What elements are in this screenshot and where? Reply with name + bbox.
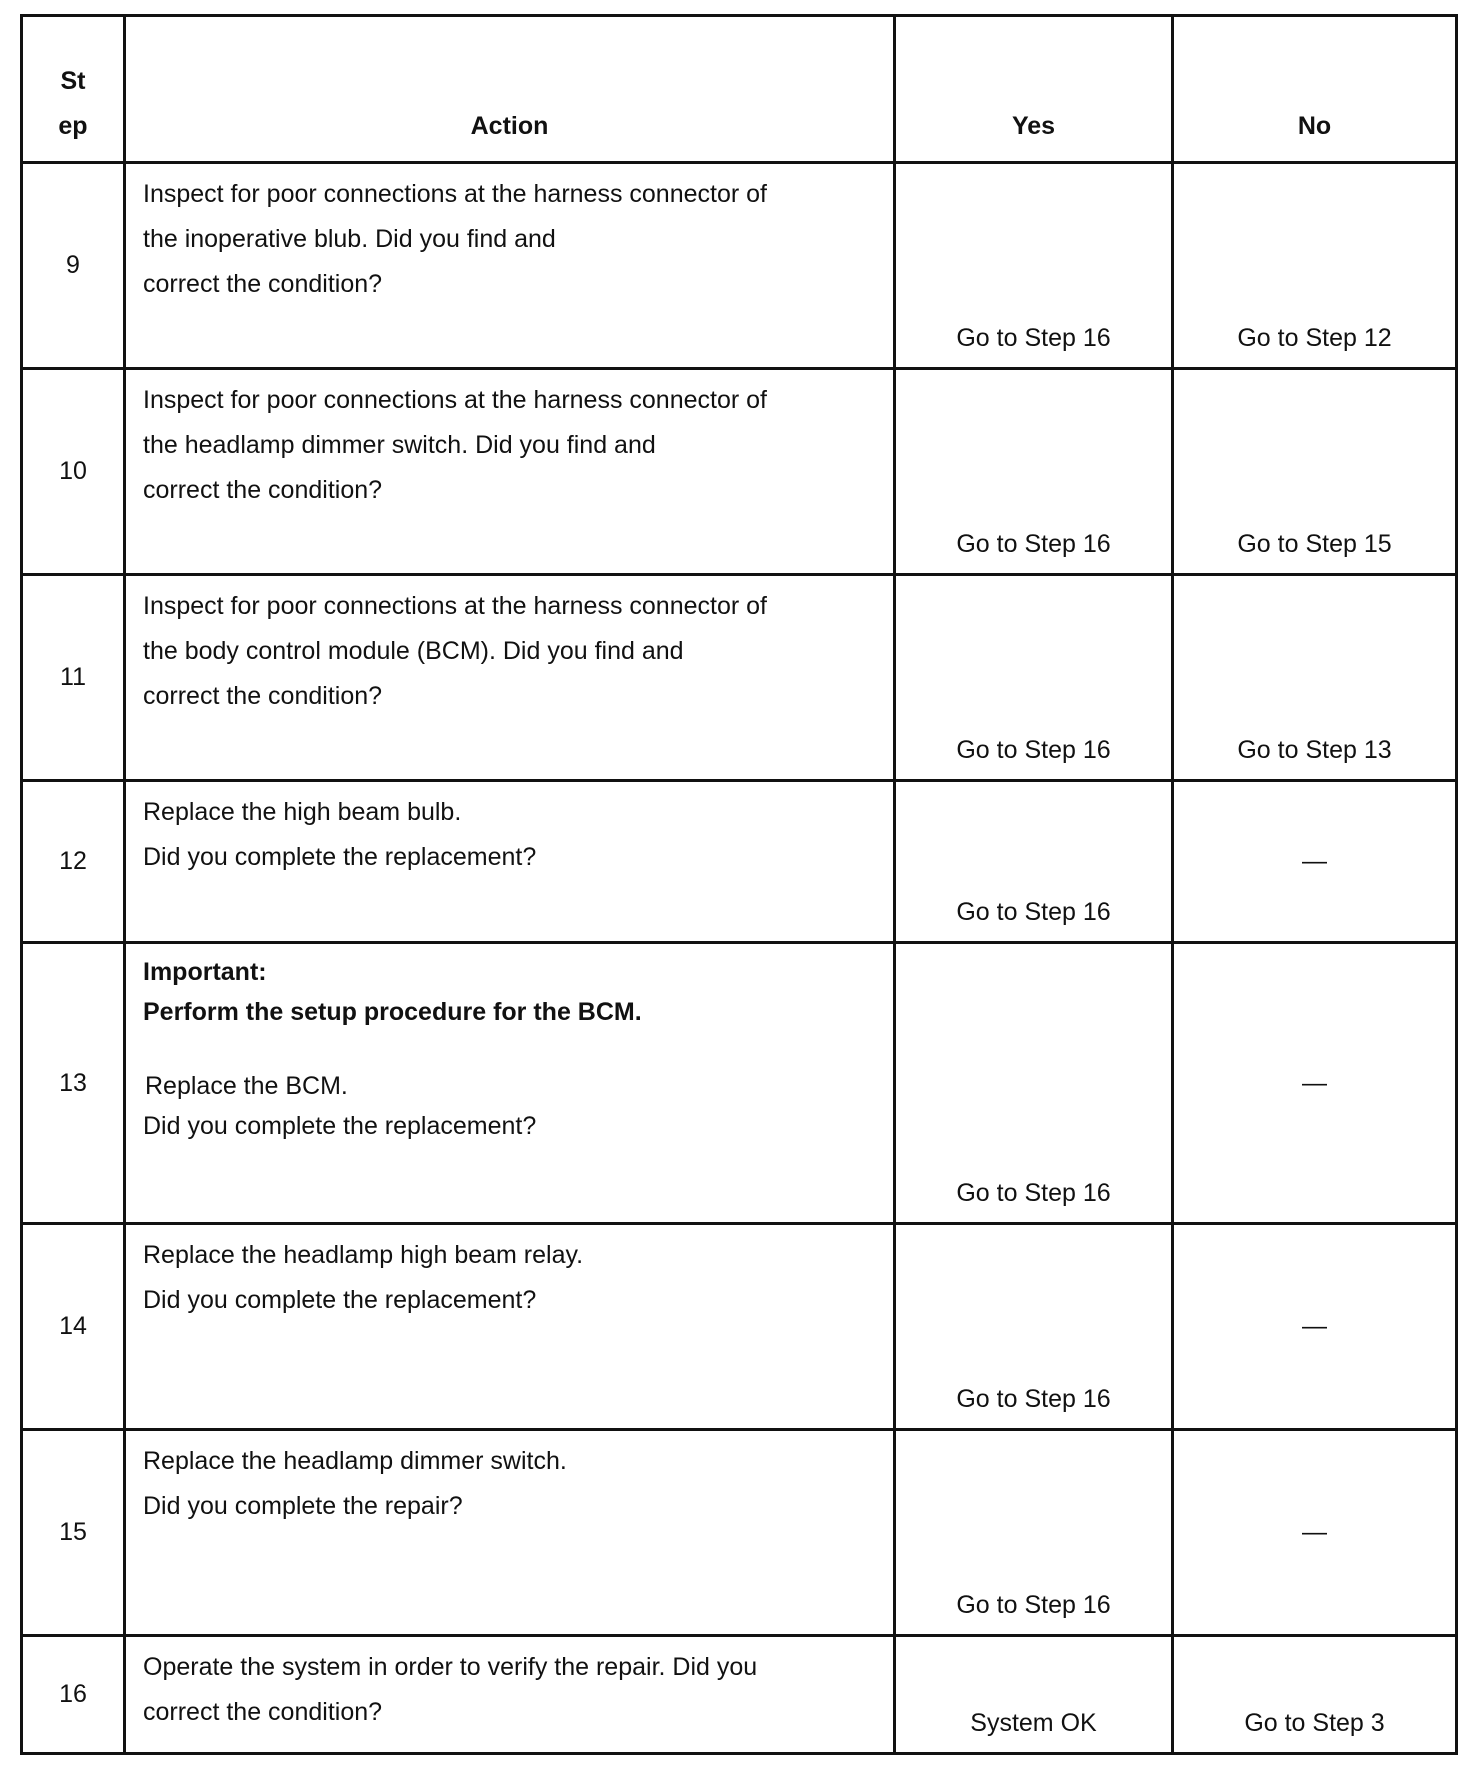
- action-line: Inspect for poor connections at the harness connector of: [143, 592, 767, 620]
- action-line: Inspect for poor connections at the harness connector of: [143, 180, 767, 208]
- action-line: Did you complete the replacement?: [143, 1286, 537, 1314]
- step-number: 13: [22, 943, 125, 1224]
- yes-result: Go to Step 16: [895, 781, 1173, 943]
- action-line: Inspect for poor connections at the harness connector of: [143, 386, 767, 414]
- spacer: [143, 1032, 893, 1066]
- step-number: 14: [22, 1224, 125, 1430]
- action-line: correct the condition?: [143, 270, 383, 298]
- yes-result: System OK: [895, 1636, 1173, 1754]
- table-row: [22, 369, 1457, 575]
- header-step-line2: ep: [58, 112, 88, 140]
- action-cell: [125, 943, 895, 1224]
- no-result: —: [1173, 1430, 1457, 1636]
- no-result: —: [1173, 1224, 1457, 1430]
- action-line: Did you complete the replacement?: [143, 1112, 537, 1140]
- yes-result: Go to Step 16: [895, 1224, 1173, 1430]
- action-cell: [125, 575, 895, 781]
- important-text: Perform the setup procedure for the BCM.: [143, 998, 642, 1026]
- step-number: 16: [22, 1636, 125, 1754]
- table-row: [22, 1430, 1457, 1636]
- diagnostic-table: [20, 14, 1458, 1755]
- table-row: [22, 1636, 1457, 1754]
- action-cell: [125, 369, 895, 575]
- action-line: the inoperative blub. Did you find and: [143, 225, 556, 253]
- yes-result: Go to Step 16: [895, 575, 1173, 781]
- table-row: [22, 781, 1457, 943]
- table-row: [22, 1224, 1457, 1430]
- action-cell: [125, 781, 895, 943]
- action-line: Did you complete the replacement?: [143, 843, 537, 871]
- no-result: Go to Step 13: [1173, 575, 1457, 781]
- table-row: [22, 943, 1457, 1224]
- action-cell: [125, 1430, 895, 1636]
- yes-result: Go to Step 16: [895, 369, 1173, 575]
- step-number: 9: [22, 163, 125, 369]
- step-number: 10: [22, 369, 125, 575]
- action-line: correct the condition?: [143, 682, 383, 710]
- no-result: Go to Step 12: [1173, 163, 1457, 369]
- important-label: Important:: [143, 958, 267, 986]
- no-result: Go to Step 3: [1173, 1636, 1457, 1754]
- action-cell: [125, 163, 895, 369]
- header-step-line1: St: [60, 67, 86, 95]
- action-line: Replace the BCM.: [145, 1072, 348, 1100]
- header-step: [22, 16, 125, 163]
- action-line: Replace the headlamp high beam relay.: [143, 1241, 584, 1269]
- action-cell: [125, 1636, 895, 1754]
- yes-result: Go to Step 16: [895, 163, 1173, 369]
- no-result: —: [1173, 943, 1457, 1224]
- header-no: No: [1173, 16, 1457, 163]
- action-line: correct the condition?: [143, 476, 383, 504]
- action-cell: [125, 1224, 895, 1430]
- step-number: 11: [22, 575, 125, 781]
- table-row: [22, 163, 1457, 369]
- yes-result: Go to Step 16: [895, 1430, 1173, 1636]
- action-line: the body control module (BCM). Did you find and: [143, 637, 684, 665]
- yes-result: Go to Step 16: [895, 943, 1173, 1224]
- action-line: correct the condition?: [143, 1698, 383, 1726]
- no-result: Go to Step 15: [1173, 369, 1457, 575]
- action-line: Replace the high beam bulb.: [143, 798, 462, 826]
- action-line: the headlamp dimmer switch. Did you find and: [143, 431, 656, 459]
- header-yes: Yes: [895, 16, 1173, 163]
- step-number: 12: [22, 781, 125, 943]
- header-action: Action: [125, 16, 895, 163]
- step-number: 15: [22, 1430, 125, 1636]
- no-result: —: [1173, 781, 1457, 943]
- header-row: [22, 16, 1457, 163]
- table-row: [22, 575, 1457, 781]
- action-line: Operate the system in order to verify the repair. Did you: [143, 1653, 758, 1681]
- action-line: Replace the headlamp dimmer switch.: [143, 1447, 567, 1475]
- action-line: Did you complete the repair?: [143, 1492, 463, 1520]
